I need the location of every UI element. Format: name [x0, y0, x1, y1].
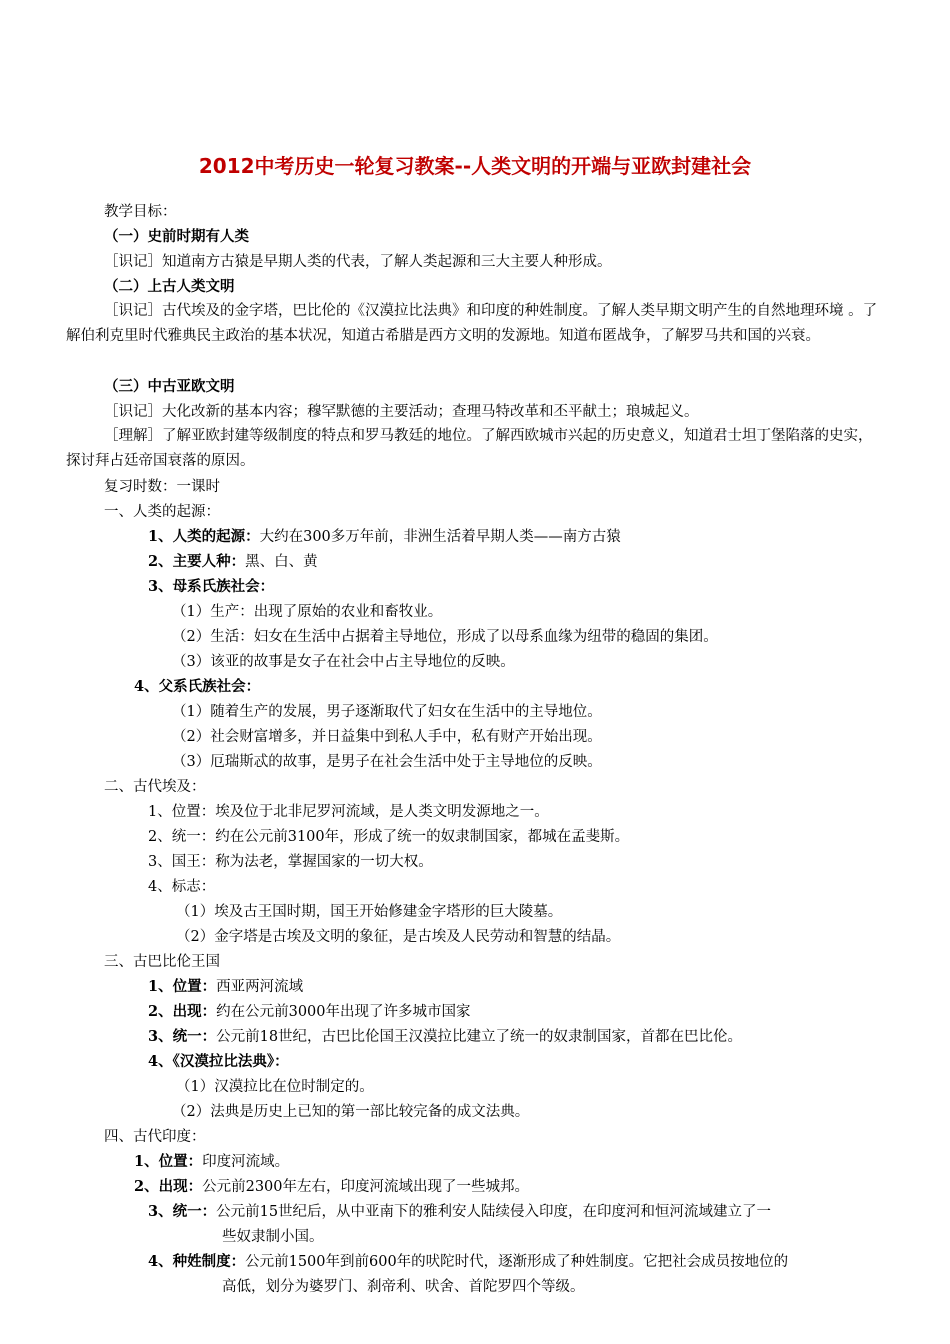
item-text: 1、位置：埃及位于北非尼罗河流域，是人类文明发源地之一。 — [148, 804, 549, 820]
item-text: 西亚两河流域 — [216, 979, 304, 995]
sub-item: （1）汉漠拉比在位时制定的。 — [176, 1079, 374, 1095]
objective-text: ［识记］大化改新的基本内容；穆罕默德的主要活动；查理马特改革和丕平献土；琅城起义。 — [104, 404, 699, 420]
sub-item: （3）厄瑞斯忒的故事，是男子在社会生活中处于主导地位的反映。 — [172, 754, 602, 770]
objectives-label: 教学目标： — [104, 204, 177, 220]
sub-item: （2）法典是历史上已知的第一部比较完备的成文法典。 — [172, 1104, 530, 1120]
sub-item: （1）埃及古王国时期，国王开始修建金字塔形的巨大陵墓。 — [176, 904, 563, 920]
item-label: 1、人类的起源： — [148, 528, 260, 545]
item-label: 3、统一： — [148, 1028, 217, 1045]
item-label: 4、《汉漠拉比法典》： — [148, 1053, 289, 1070]
item-label: 3、母系氏族社会： — [148, 578, 275, 595]
sub-item: （2）社会财富增多，并日益集中到私人手中，私有财产开始出现。 — [172, 729, 602, 745]
item-text: 黑、白、黄 — [245, 554, 318, 570]
item-label: 3、统一： — [148, 1203, 217, 1220]
item-label: 2、主要人种： — [148, 553, 246, 570]
item-text: 3、国王：称为法老，掌握国家的一切大权。 — [148, 854, 433, 870]
item-text: 公元前18世纪，古巴比伦国王汉漠拉比建立了统一的奴隶制国家，首都在巴比伦。 — [216, 1029, 743, 1045]
sub-item: （2）生活：妇女在生活中占据着主导地位，形成了以母系血缘为纽带的稳固的集团。 — [172, 629, 718, 645]
review-time: 复习时数：一课时 — [104, 479, 220, 495]
sub-item: （1）随着生产的发展，男子逐渐取代了妇女在生活中的主导地位。 — [172, 704, 602, 720]
item-text: 2、统一：约在公元前3100年，形成了统一的奴隶制国家，都城在孟斐斯。 — [148, 829, 630, 845]
item-text: 印度河流域。 — [202, 1154, 290, 1170]
item-label: 2、出现： — [134, 1178, 203, 1195]
section-heading: （三）中古亚欧文明 — [104, 378, 235, 395]
item-label: 4、种姓制度： — [148, 1253, 246, 1270]
item-text-continuation: 高低，划分为婆罗门、刹帝利、吠舍、首陀罗四个等级。 — [222, 1279, 585, 1295]
section-heading: （一）史前时期有人类 — [104, 228, 249, 245]
item-label: 1、位置： — [134, 1153, 203, 1170]
objective-text: ［识记］知道南方古猿是早期人类的代表，了解人类起源和三大主要人种形成。 — [104, 254, 612, 270]
section-heading: （二）上古人类文明 — [104, 278, 235, 295]
item-text: 公元前1500年到前600年的吠陀时代，逐渐形成了种姓制度。它把社会成员按地位的 — [245, 1254, 789, 1270]
item-text: 公元前15世纪后，从中亚南下的雅利安人陆续侵入印度，在印度河和恒河流域建立了一 — [216, 1204, 772, 1220]
item-text: 4、标志： — [148, 879, 216, 895]
sub-item: （2）金字塔是古埃及文明的象征，是古埃及人民劳动和智慧的结晶。 — [176, 929, 621, 945]
objective-paragraph: ［识记］古代埃及的金字塔，巴比伦的《汉漠拉比法典》和印度的种姓制度。了解人类早期文明产生的自然地理环境 。了解伯利克里时代雅典民主政治的基本状况，知道古希腊是西方文明的发源地。知道布匿战争，了解罗马共和国的兴衰。 — [66, 303, 878, 344]
part-heading: 三、古巴比伦王国 — [104, 954, 220, 970]
sub-item: （3）该亚的故事是女子在社会中占主导地位的反映。 — [172, 654, 515, 670]
part-heading: 二、古代埃及： — [104, 779, 206, 795]
item-text: 约在公元前3000年出现了许多城市国家 — [216, 1004, 471, 1020]
page-title: 2012中考历史一轮复习教案--人类文明的开端与亚欧封建社会 — [198, 154, 752, 178]
objective-paragraph: ［理解］了解亚欧封建等级制度的特点和罗马教廷的地位。了解西欧城市兴起的历史意义，知道君士坦丁堡陷落的史实，探讨拜占廷帝国衰落的原因。 — [66, 428, 873, 469]
item-label: 2、出现： — [148, 1003, 217, 1020]
item-text-continuation: 些奴隶制小国。 — [222, 1229, 324, 1245]
part-heading: 一、人类的起源： — [104, 504, 220, 520]
item-text: 大约在300多万年前，非洲生活着早期人类——南方古猿 — [259, 529, 621, 545]
item-text: 公元前2300年左右，印度河流域出现了一些城邦。 — [202, 1179, 529, 1195]
item-label: 1、位置： — [148, 978, 217, 995]
part-heading: 四、古代印度： — [104, 1129, 206, 1145]
sub-item: （1）生产：出现了原始的农业和畜牧业。 — [172, 604, 443, 620]
item-label: 4、父系氏族社会： — [134, 678, 261, 695]
